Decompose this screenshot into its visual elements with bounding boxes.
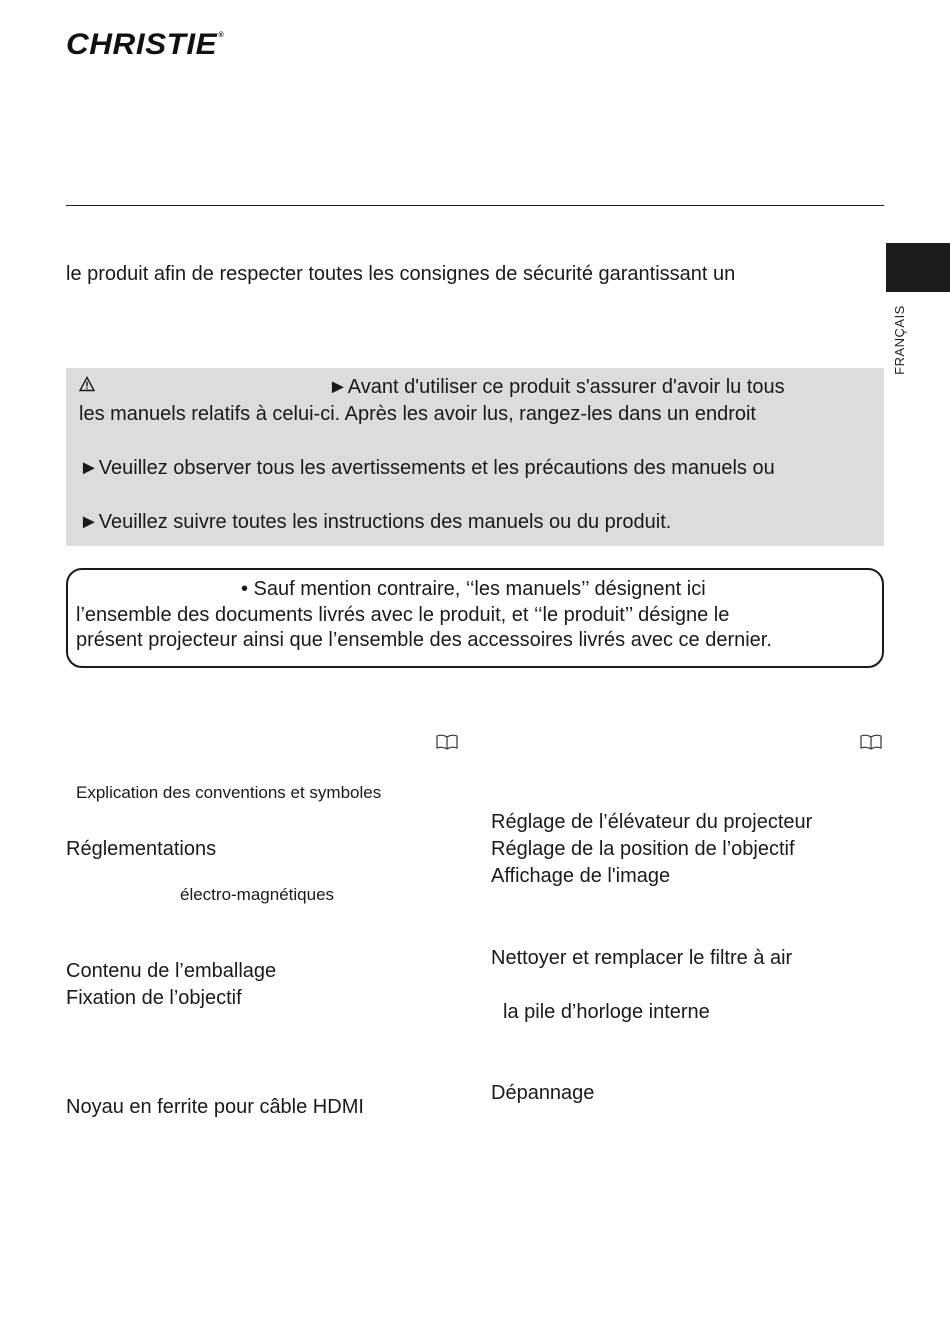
warning-line-3: ►Veuillez observer tous les avertissements et les précautions des manuels ou xyxy=(79,457,775,479)
logo-text: CHRISTIE xyxy=(66,28,218,61)
christie-logo xyxy=(66,28,224,62)
toc-item-conventions: Explication des conventions et symboles xyxy=(76,783,382,802)
notice-line-2: l’ensemble des documents livrés avec le produit, et ‘‘le produit’’ désigne le xyxy=(76,604,730,626)
toc-item-ferrite: Noyau en ferrite pour câble HDMI xyxy=(66,1096,364,1118)
header-divider xyxy=(66,205,884,206)
language-tab xyxy=(886,243,950,292)
notice-line-3: présent projecteur ainsi que l’ensemble des accessoires livrés avec ce dernier. xyxy=(76,629,772,651)
warning-line-4: ►Veuillez suivre toutes les instructions des manuels ou du produit. xyxy=(79,511,672,533)
toc-item-display: Affichage de l'image xyxy=(491,865,671,887)
toc-item-lens-shift: Réglage de la position de l’objectif xyxy=(491,838,795,860)
language-label: FRANÇAIS xyxy=(892,305,907,375)
intro-text: le produit afin de respecter toutes les consignes de sécurité garantissant un xyxy=(66,263,736,285)
toc-item-battery: la pile d’horloge interne xyxy=(503,1001,710,1023)
warning-triangle-icon xyxy=(79,376,95,392)
toc-item-troubleshooting: Dépannage xyxy=(491,1082,595,1104)
toc-item-lens: Fixation de l’objectif xyxy=(66,987,242,1009)
book-icon xyxy=(860,734,882,750)
toc-item-regulations: Réglementations xyxy=(66,838,217,860)
registered-mark: ® xyxy=(218,32,225,39)
warning-line-2: les manuels relatifs à celui-ci. Après les avoir lus, rangez-les dans un endroit xyxy=(79,403,756,425)
toc-item-elevator: Réglage de l’élévateur du projecteur xyxy=(491,811,813,833)
toc-item-filter: Nettoyer et remplacer le filtre à air xyxy=(491,947,793,969)
notice-line-1: • Sauf mention contraire, ‘‘les manuels’’ désignent ici xyxy=(241,578,706,600)
warning-line-1: ►Avant d'utiliser ce produit s'assurer d'avoir lu tous xyxy=(328,376,785,398)
toc-item-emc: électro-magnétiques xyxy=(180,885,335,904)
toc-item-package: Contenu de l’emballage xyxy=(66,960,277,982)
book-icon xyxy=(436,734,458,750)
